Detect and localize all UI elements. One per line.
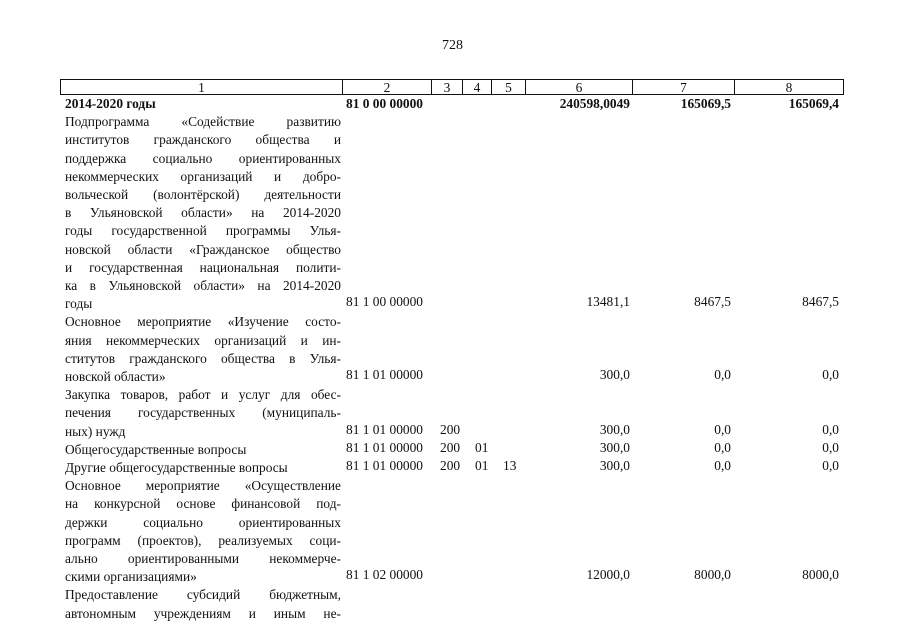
table-header-row: [60, 79, 844, 95]
description-line: Подпрограмма «Содействие развитию: [65, 114, 341, 130]
amount-col-6: 300,0: [599, 458, 630, 474]
amount-col-8: 0,0: [822, 458, 839, 474]
description-line: автономным учреждениям и иным не-: [65, 605, 341, 621]
header-col-4: 4: [462, 80, 491, 94]
description-line: вольческой (волонтёрской) деятельности: [65, 187, 341, 203]
budget-code: 81 1 01 00000: [346, 421, 423, 437]
header-col-2: 2: [342, 80, 431, 94]
amount-col-7: 165069,5: [680, 96, 731, 111]
description-line: новской области «Гражданское общество: [65, 241, 341, 257]
amount-col-7: 0,0: [714, 458, 731, 474]
description-line: программ (проектов), реализуемых соци-: [65, 532, 341, 548]
header-col-3: 3: [431, 80, 462, 94]
amount-col-7: 8000,0: [694, 567, 731, 583]
table-row: [60, 386, 844, 441]
amount-col-6: 300,0: [599, 439, 630, 455]
table-row: [60, 313, 844, 386]
row-description: [65, 386, 341, 441]
table-row: [60, 586, 844, 622]
page-number: 728: [442, 38, 463, 53]
description-line: яния некоммерческих организаций и ин-: [65, 332, 341, 348]
expense-type-code: 200: [440, 439, 461, 455]
row-description: [65, 95, 341, 113]
expense-type-code: 200: [440, 458, 461, 474]
amount-col-7: 8467,5: [694, 294, 731, 310]
header-col-1: 1: [198, 80, 205, 95]
subsection-code: 13: [503, 458, 517, 474]
description-line: на конкурсной основе финансовой под-: [65, 496, 341, 512]
budget-table: [60, 79, 844, 623]
amount-col-8: 0,0: [822, 439, 839, 455]
section-code: 01: [475, 458, 489, 474]
description-line: годы: [65, 296, 93, 312]
description-line: Общегосударственные вопросы: [65, 441, 247, 457]
amount-col-6: 300,0: [599, 367, 630, 383]
section-code: 01: [475, 439, 489, 455]
description-line: ститутов гражданского общества в Улья-: [65, 350, 341, 366]
row-description: [65, 441, 341, 459]
description-line: некоммерческих организаций и добро-: [65, 168, 341, 184]
description-line: Основное мероприятие «Осуществление: [65, 478, 341, 494]
budget-code: 81 1 01 00000: [346, 458, 423, 474]
header-col-5: 5: [491, 80, 525, 94]
description-line: ально ориентированными некоммерче-: [65, 551, 341, 567]
description-line: скими организациями»: [65, 569, 197, 585]
amount-col-8: 0,0: [822, 367, 839, 383]
description-line: институтов гражданского общества и: [65, 132, 341, 148]
description-line: держки социально ориентированных: [65, 514, 341, 530]
amount-col-7: 0,0: [714, 421, 731, 437]
amount-col-6: 240598,0049: [559, 96, 630, 111]
description-line: и государственная национальная полити-: [65, 259, 341, 275]
description-line: в Ульяновской области» на 2014-2020: [65, 205, 341, 221]
description-line: ка в Ульяновской области» на 2014-2020: [65, 278, 341, 294]
description-line: печения государственных (муниципаль-: [65, 405, 341, 421]
budget-code: 81 1 00 00000: [346, 294, 423, 310]
description-line: годы государственной программы Улья-: [65, 223, 341, 239]
table-row: [60, 477, 844, 586]
description-line: Другие общегосударственные вопросы: [65, 460, 288, 476]
description-line: 2014-2020 годы: [65, 96, 156, 111]
amount-col-6: 12000,0: [586, 567, 630, 583]
amount-col-7: 0,0: [714, 439, 731, 455]
description-line: Основное мероприятие «Изучение состо-: [65, 314, 341, 330]
table-row: [60, 95, 844, 113]
table-body: [60, 95, 844, 623]
amount-col-6: 13481,1: [586, 294, 630, 310]
description-line: Закупка товаров, работ и услуг для обес-: [65, 387, 341, 403]
description-line: Предоставление субсидий бюджетным,: [65, 587, 341, 603]
amount-col-6: 300,0: [599, 421, 630, 437]
amount-col-8: 0,0: [822, 421, 839, 437]
header-col-7: 7: [632, 80, 734, 94]
budget-code: 81 0 00 00000: [346, 96, 423, 111]
table-row: [60, 459, 844, 477]
header-col-6: 6: [525, 80, 632, 94]
row-description: [65, 113, 341, 313]
description-line: новской области»: [65, 369, 166, 385]
row-description: [65, 313, 341, 386]
amount-col-8: 8467,5: [802, 294, 839, 310]
amount-col-7: 0,0: [714, 367, 731, 383]
budget-code: 81 1 01 00000: [346, 367, 423, 383]
expense-type-code: 200: [440, 421, 461, 437]
budget-code: 81 1 01 00000: [346, 439, 423, 455]
description-line: поддержка социально ориентированных: [65, 150, 341, 166]
description-line: ных) нужд: [65, 423, 126, 439]
amount-col-8: 8000,0: [802, 567, 839, 583]
budget-code: 81 1 02 00000: [346, 567, 423, 583]
row-description: [65, 477, 341, 586]
row-description: [65, 459, 341, 477]
row-description: [65, 586, 341, 622]
amount-col-8: 165069,4: [788, 96, 839, 111]
table-row: [60, 113, 844, 313]
header-col-8: 8: [734, 80, 843, 94]
